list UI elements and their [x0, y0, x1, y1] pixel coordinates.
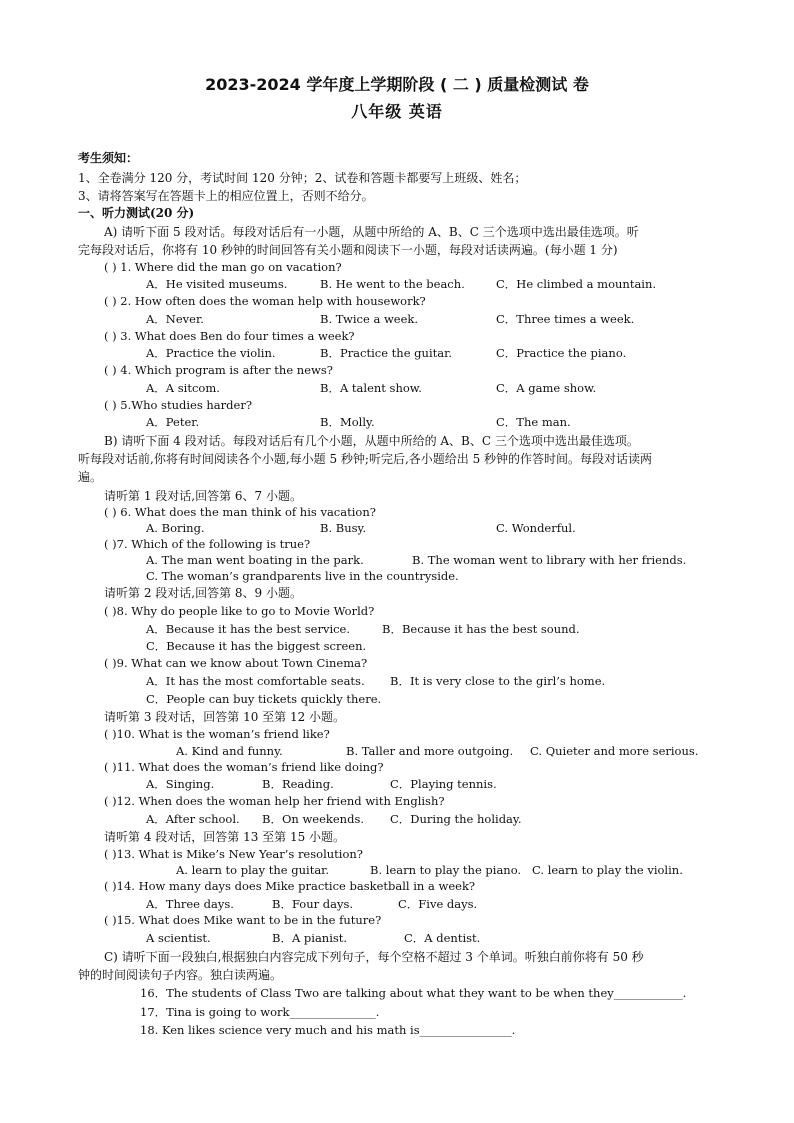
option: C. Wonderful.	[496, 521, 576, 535]
fill-blank-sentence: 16．The students of Class Two are talking about what they want to be when they____________.	[140, 986, 687, 1000]
option: B．On weekends.	[262, 812, 364, 826]
option: C．Playing tennis.	[390, 777, 497, 791]
instruction-text: 听每段对话前,你将有时间阅读各个小题,每小题 5 秒钟;听完后,各小题给出 5 秒钟的作答时间。每段对话读两	[78, 452, 653, 466]
option: C．A game show.	[496, 381, 597, 395]
option: B．Practice the guitar.	[320, 346, 452, 360]
dialogue-instruction: 请听第 1 段对话,回答第 6、7 小题。	[104, 489, 302, 503]
option: A．A sitcom.	[146, 381, 220, 395]
notice-heading: 考生须知：	[78, 151, 139, 165]
question: ( )8. Why do people like to go to Movie World?	[104, 604, 375, 618]
option: A．Because it has the best service.	[146, 622, 351, 636]
option: B．A talent show.	[320, 381, 422, 395]
instruction-text: B) 请听下面 4 段对话。每段对话后有几个小题，从题中所给的 A、B、C 三个选项中选出最佳选项。	[104, 434, 639, 448]
dialogue-instruction: 请听第 4 段对话，回答第 13 至第 15 小题。	[104, 830, 346, 844]
option: B. Twice a week.	[320, 312, 419, 326]
option: C．Three times a week.	[496, 312, 635, 326]
dialogue-instruction: 请听第 2 段对话,回答第 8、9 小题。	[104, 586, 302, 600]
question: ( )15. What does Mike want to be in the future?	[104, 913, 382, 927]
option: A．Peter.	[146, 415, 200, 429]
instruction-text: A) 请听下面 5 段对话。每段对话后有一小题，从题中所给的 A、B、C 三个选项中选出最佳选项。听	[104, 225, 639, 239]
option: C．Five days.	[398, 897, 478, 911]
question: ( ) 2. How often does the woman help with housework?	[104, 294, 426, 308]
question: ( ) 6. What does the man think of his vacation?	[104, 505, 376, 519]
option: A．He visited museums.	[146, 277, 288, 291]
option: B．It is very close to the girl’s home.	[390, 674, 606, 688]
option: C．He climbed a mountain.	[496, 277, 657, 291]
option: A. Boring.	[146, 521, 205, 535]
question: ( ) 3. What does Ben do four times a week?	[104, 329, 355, 343]
option: A．After school.	[146, 812, 240, 826]
option: B．Reading.	[262, 777, 334, 791]
instruction-text: 完每段对话后，你将有 10 秒钟的时间回答有关小题和阅读下一小题，每段对话读两遍。(每小题 1 分)	[78, 243, 618, 257]
option: B．Because it has the best sound.	[382, 622, 580, 636]
question: ( )7. Which of the following is true?	[104, 537, 311, 551]
option: C．A dentist.	[404, 931, 481, 945]
option: C．Practice the piano.	[496, 346, 627, 360]
question: ( ) 1. Where did the man go on vacation?	[104, 260, 342, 274]
question: ( )9. What can we know about Town Cinema?	[104, 656, 368, 670]
instruction-text: 遍。	[78, 470, 103, 484]
option: C．During the holiday.	[390, 812, 522, 826]
question: ( ) 4. Which program is after the news?	[104, 363, 333, 377]
option: A．It has the most comfortable seats.	[146, 674, 365, 688]
option: A．Three days.	[146, 897, 234, 911]
question: ( )14. How many days does Mike practice basketball in a week?	[104, 879, 476, 893]
option: B．Four days.	[272, 897, 354, 911]
fill-blank-sentence: 18. Ken likes science very much and his math is________________.	[140, 1023, 516, 1037]
option: C．People can buy tickets quickly there.	[146, 692, 382, 706]
option: C. The woman’s grandparents live in the countryside.	[146, 569, 459, 583]
section-heading: 一、听力测试(20 分)	[78, 206, 195, 220]
option: B．Molly.	[320, 415, 375, 429]
fill-blank-sentence: 17．Tina is going to work_______________.	[140, 1005, 380, 1019]
question: ( ) 5.Who studies harder?	[104, 398, 252, 412]
option: C．The man.	[496, 415, 571, 429]
question: ( )13. What is Mike’s New Year’s resolution?	[104, 847, 363, 861]
option: B. Taller and more outgoing.	[346, 744, 514, 758]
question: ( )10. What is the woman’s friend like?	[104, 727, 330, 741]
question: ( )11. What does the woman’s friend like doing?	[104, 760, 384, 774]
option: A scientist.	[146, 931, 211, 945]
option: C. learn to play the violin.	[532, 863, 683, 877]
option: A. The man went boating in the park.	[146, 553, 364, 567]
option: B. The woman went to library with her friends.	[412, 553, 687, 567]
notice-line: 1、全卷满分 120 分，考试时间 120 分钟；2、试卷和答题卡都要写上班级、姓名；	[78, 171, 527, 185]
option: C. Quieter and more serious.	[530, 744, 699, 758]
option: C．Because it has the biggest screen.	[146, 639, 367, 653]
dialogue-instruction: 请听第 3 段对话，回答第 10 至第 12 小题。	[104, 710, 346, 724]
option: B．A pianist.	[272, 931, 348, 945]
option: A. Kind and funny.	[176, 744, 283, 758]
instruction-text: 钟的时间阅读句子内容。独白读两遍。	[78, 968, 283, 982]
option: B. He went to the beach.	[320, 277, 465, 291]
exam-subtitle: 八年级 英语	[351, 102, 443, 121]
exam-title: 2023-2024 学年度上学期阶段 ( 二 ) 质量检测试 卷	[205, 75, 589, 94]
option: A．Never.	[146, 312, 204, 326]
notice-line: 3、请将答案写在答题卡上的相应位置上，否则不给分。	[78, 189, 374, 203]
question: ( )12. When does the woman help her friend with English?	[104, 794, 445, 808]
option: A．Practice the violin.	[146, 346, 276, 360]
option: B. learn to play the piano.	[370, 863, 522, 877]
instruction-text: C) 请听下面一段独白,根据独白内容完成下列句子，每个空格不超过 3 个单词。听独白前你将有 50 秒	[104, 950, 644, 964]
option: B. Busy.	[320, 521, 367, 535]
option: A．Singing.	[146, 777, 215, 791]
option: A. learn to play the guitar.	[176, 863, 330, 877]
